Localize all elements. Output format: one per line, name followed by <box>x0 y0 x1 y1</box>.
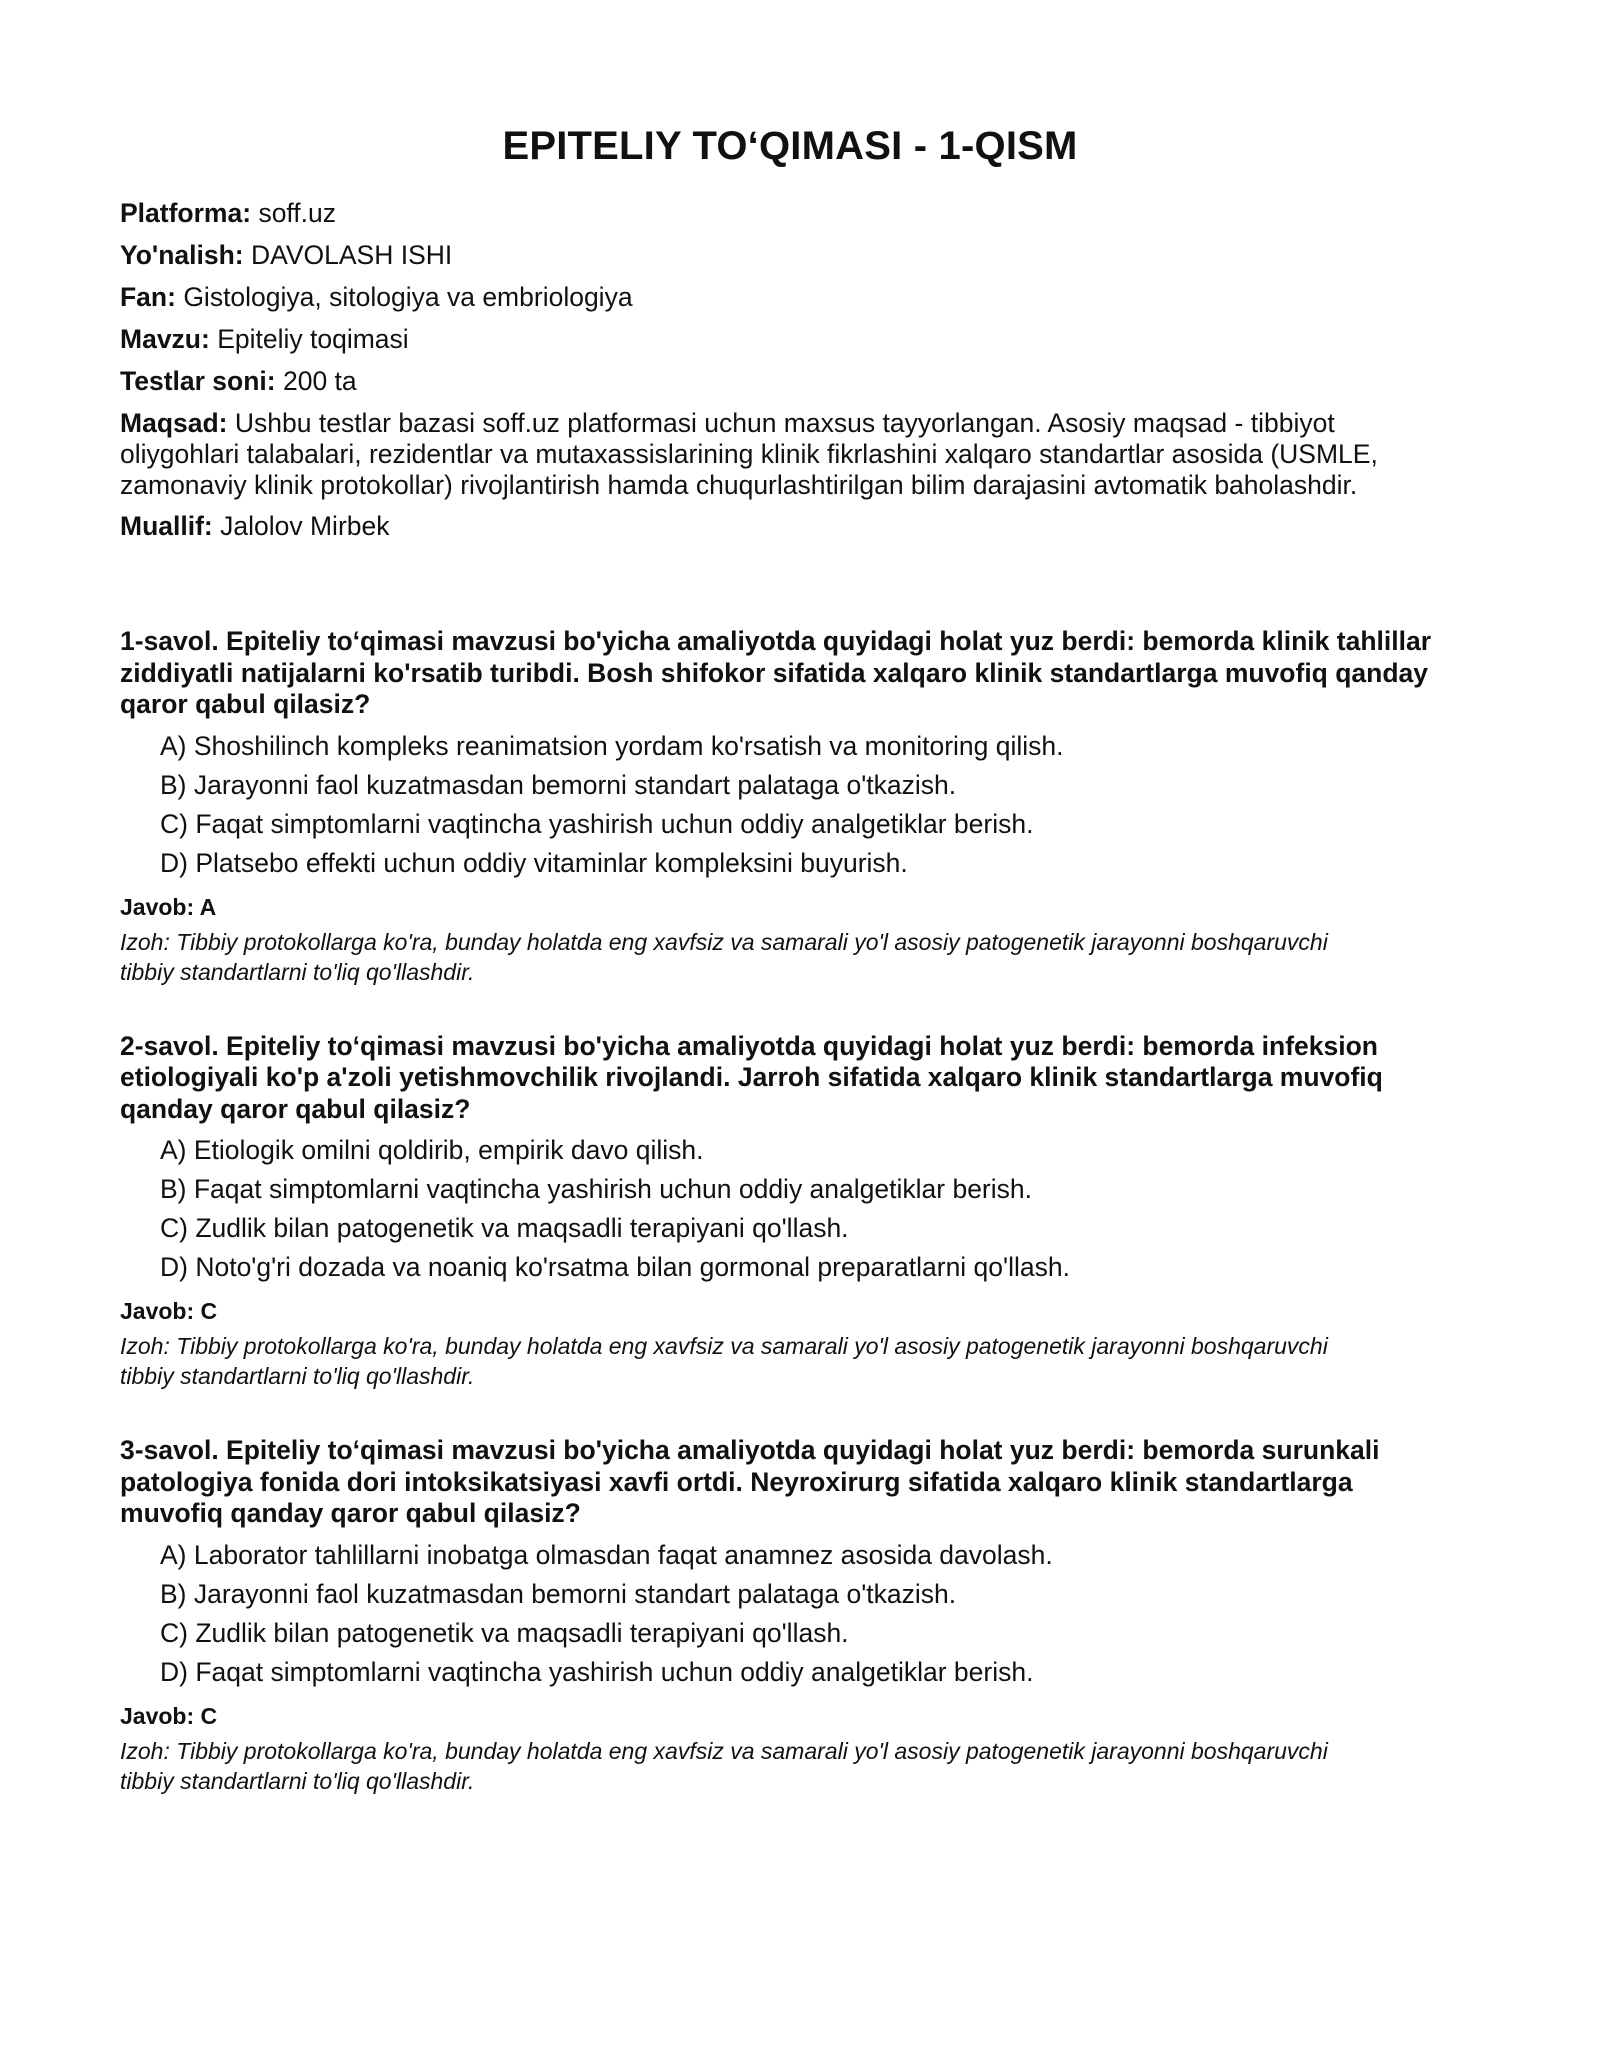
option-d: D) Platsebo effekti uchun oddiy vitaminlar kompleksini buyurish. <box>160 847 908 878</box>
question-2 <box>120 1031 1460 1392</box>
correct-answer: Javob: C <box>120 1702 218 1729</box>
meta-subject <box>120 282 1460 313</box>
question-list <box>120 626 1460 1796</box>
explanation-note: Izoh: Tibbiy protokollarga ko'ra, bunday holatda eng xavfsiz va samarali yo'l asosiy patogenetik jarayonni boshqaruvchi tibbiy standartlarni to'liq qo'llashdir. <box>120 928 1328 985</box>
meta-value: soff.uz <box>258 198 337 228</box>
explanation-note: Izoh: Tibbiy protokollarga ko'ra, bunday holatda eng xavfsiz va samarali yo'l asosiy patogenetik jarayonni boshqaruvchi tibbiy standartlarni to'liq qo'llashdir. <box>120 1737 1328 1794</box>
answer-options <box>120 731 1460 879</box>
metadata-section <box>120 198 1460 542</box>
option-a: A) Laborator tahlillarni inobatga olmasdan faqat anamnez asosida davolash. <box>160 1539 1053 1570</box>
meta-label: Mavzu: <box>120 324 210 354</box>
option-b: B) Jarayonni faol kuzatmasdan bemorni standart palataga o'tkazish. <box>160 769 957 800</box>
answer-options <box>120 1135 1460 1283</box>
meta-value: Epiteliy toqimasi <box>217 324 409 354</box>
page-title: EPITELIY TO‘QIMASI - 1-QISM <box>502 124 1078 168</box>
meta-purpose <box>120 408 1460 501</box>
option-c: C) Faqat simptomlarni vaqtincha yashirish uchun oddiy analgetiklar berish. <box>160 808 1034 839</box>
meta-test-count <box>120 366 1460 397</box>
correct-answer: Javob: C <box>120 1298 218 1324</box>
meta-label: Fan: <box>120 282 176 312</box>
option-d: D) Faqat simptomlarni vaqtincha yashirish uchun oddiy analgetiklar berish. <box>160 1656 1034 1687</box>
meta-label: Yo'nalish: <box>120 240 244 270</box>
meta-label: Muallif: <box>120 511 213 541</box>
meta-value: 200 ta <box>282 366 357 396</box>
option-a: A) Etiologik omilni qoldirib, empirik davo qilish. <box>160 1135 704 1165</box>
meta-label: Maqsad: <box>120 408 228 438</box>
meta-author <box>120 511 1460 542</box>
meta-label: Testlar soni: <box>120 366 276 396</box>
question-text: 2-savol. Epiteliy to‘qimasi mavzusi bo'yicha amaliyotda quyidagi holat yuz berdi: bemorda infeksion etiologiyali ko'p a'zoli yetishmovchilik rivojlandi. Jarroh sifatida xalqaro klinik standartlarga muvofiq qanday qaror qabul qilasiz? <box>120 1030 1383 1124</box>
meta-platform <box>120 198 1460 229</box>
option-a: A) Shoshilinch kompleks reanimatsion yordam ko'rsatish va monitoring qilish. <box>160 730 1064 761</box>
option-b: B) Jarayonni faol kuzatmasdan bemorni standart palataga o'tkazish. <box>160 1578 957 1609</box>
option-d: D) Noto'g'ri dozada va noaniq ko'rsatma bilan gormonal preparatlarni qo'llash. <box>160 1252 1070 1282</box>
question-3 <box>120 1435 1460 1796</box>
explanation-note: Izoh: Tibbiy protokollarga ko'ra, bunday holatda eng xavfsiz va samarali yo'l asosiy patogenetik jarayonni boshqaruvchi tibbiy standartlarni to'liq qo'llashdir. <box>120 1333 1328 1389</box>
question-text: 3-savol. Epiteliy to‘qimasi mavzusi bo'yicha amaliyotda quyidagi holat yuz berdi: bemorda surunkali patologiya fonida dori intoksikatsiyasi xavfi ortdi. Neyroxirurg sifatida xalqaro klinik standartlarga muvofiq qanday qaror qabul qilasiz? <box>120 1435 1380 1528</box>
meta-topic <box>120 324 1460 355</box>
meta-value: Ushbu testlar bazasi soff.uz platformasi uchun maxsus tayyorlangan. Asosiy maqsad - tibbiyot oliygohlari talabalari, rezidentlar va mutaxassislarining klinik fikrlashini xalqaro standartlar asosida (USMLE, zamonaviy klinik protokollar) rivojlantirish hamda chuqurlashtirilgan bilim darajasini avtomatik baholashdir. <box>120 408 1378 500</box>
option-b: B) Faqat simptomlarni vaqtincha yashirish uchun oddiy analgetiklar berish. <box>160 1174 1032 1204</box>
correct-answer: Javob: A <box>120 893 217 920</box>
option-c: C) Zudlik bilan patogenetik va maqsadli terapiyani qo'llash. <box>160 1617 849 1648</box>
document-page <box>120 0 1460 1840</box>
answer-options <box>120 1540 1460 1688</box>
meta-value: Jalolov Mirbek <box>220 511 390 541</box>
meta-value: DAVOLASH ISHI <box>250 240 453 270</box>
option-c: C) Zudlik bilan patogenetik va maqsadli terapiyani qo'llash. <box>160 1213 849 1243</box>
meta-label: Platforma: <box>120 198 252 228</box>
meta-value: Gistologiya, sitologiya va embriologiya <box>183 282 633 312</box>
question-text: 1-savol. Epiteliy to‘qimasi mavzusi bo'yicha amaliyotda quyidagi holat yuz berdi: bemorda klinik tahlillar ziddiyatli natijalarni ko'rsatib turibdi. Bosh shifokor sifatida xalqaro klinik standartlarga muvofiq qanday qaror qabul qilasiz? <box>120 626 1432 719</box>
meta-direction <box>120 240 1460 271</box>
question-1 <box>120 626 1460 987</box>
